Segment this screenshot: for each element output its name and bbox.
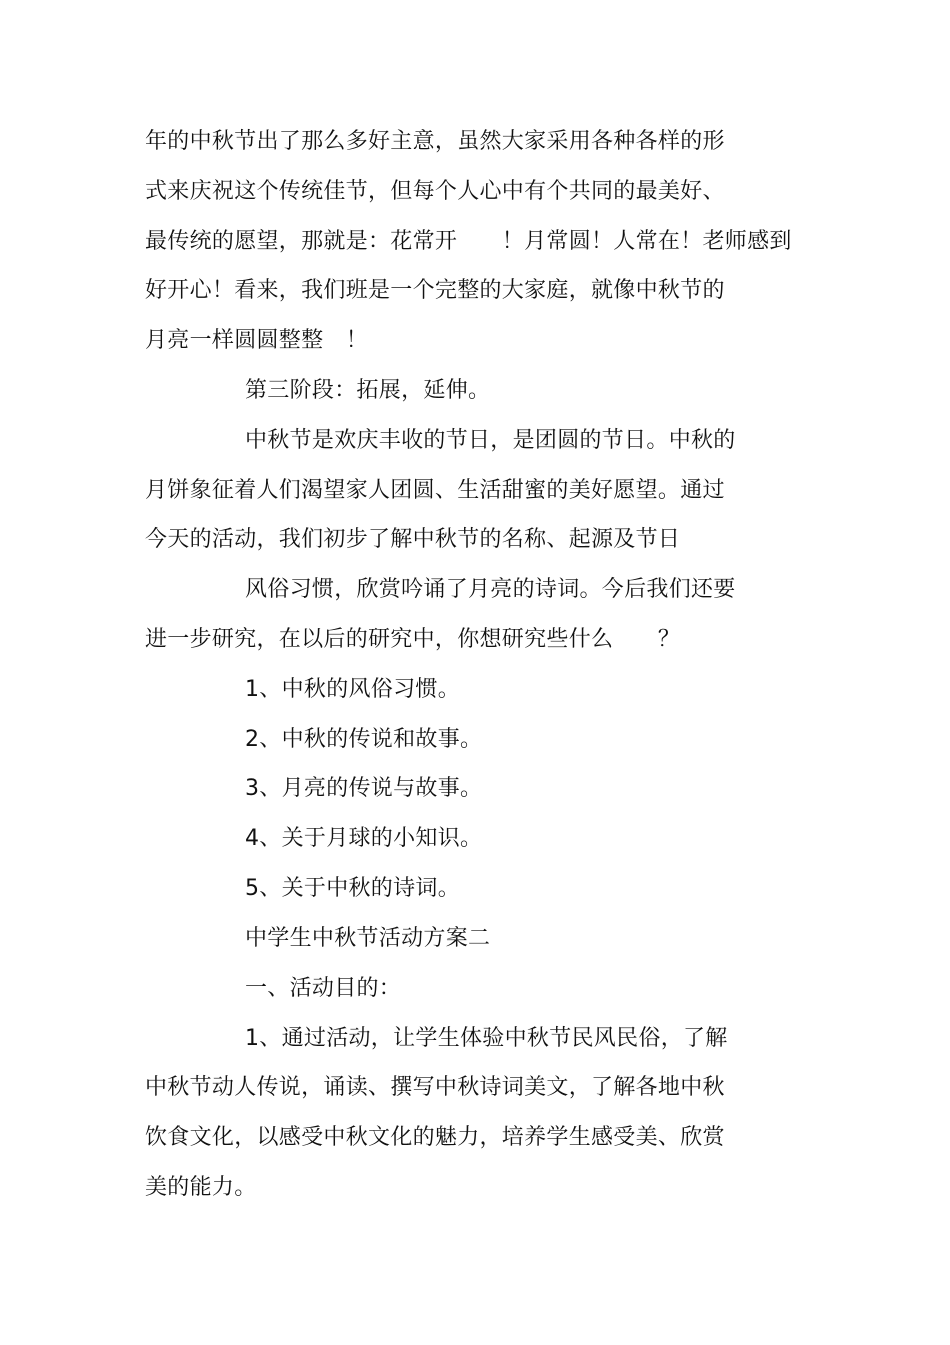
list-item: 5、关于中秋的诗词。 — [245, 876, 460, 901]
section-heading: 一、活动目的： — [245, 976, 402, 1001]
body-text-line: 中秋节是欢庆丰收的节日，是团圆的节日。中秋的 — [245, 428, 736, 453]
body-text-line: 中秋节动人传说，诵读、撰写中秋诗词美文，了解各地中秋 — [145, 1075, 725, 1100]
body-text-line: 今天的活动，我们初步了解中秋节的名称、起源及节日 — [145, 527, 681, 552]
section-heading: 第三阶段：拓展，延伸。 — [245, 378, 491, 403]
body-text-line: 风俗习惯，欣赏吟诵了月亮的诗词。今后我们还要 — [245, 577, 736, 602]
body-text-line: 进一步研究，在以后的研究中，你想研究些什么 ？ — [145, 627, 681, 652]
body-text-line: 年的中秋节出了那么多好主意，虽然大家采用各种各样的形 — [145, 129, 725, 154]
body-text-line: 1、通过活动，让学生体验中秋节民风民俗，了解 — [245, 1026, 728, 1051]
list-item: 2、中秋的传说和故事。 — [245, 727, 483, 752]
body-text-line: 饮食文化，以感受中秋文化的魅力，培养学生感受美、欣赏 — [145, 1125, 725, 1150]
list-item: 4、关于月球的小知识。 — [245, 826, 483, 851]
body-text-line: 美的能力。 — [145, 1175, 257, 1200]
document-title: 中学生中秋节活动方案二 — [245, 926, 491, 951]
list-item: 3、月亮的传说与故事。 — [245, 776, 483, 801]
body-text-line: 好开心！看来，我们班是一个完整的大家庭，就像中秋节的 — [145, 278, 725, 303]
body-text-line: 最传统的愿望，那就是：花常开 ！月常圆！人常在！老师感到 — [145, 229, 792, 254]
body-text-line: 月饼象征着人们渴望家人团圆、生活甜蜜的美好愿望。通过 — [145, 478, 725, 503]
body-text-line: 式来庆祝这个传统佳节，但每个人心中有个共同的最美好、 — [145, 179, 725, 204]
body-text-line: 月亮一样圆圆整整 ！ — [145, 328, 369, 353]
list-item: 1、中秋的风俗习惯。 — [245, 677, 460, 702]
